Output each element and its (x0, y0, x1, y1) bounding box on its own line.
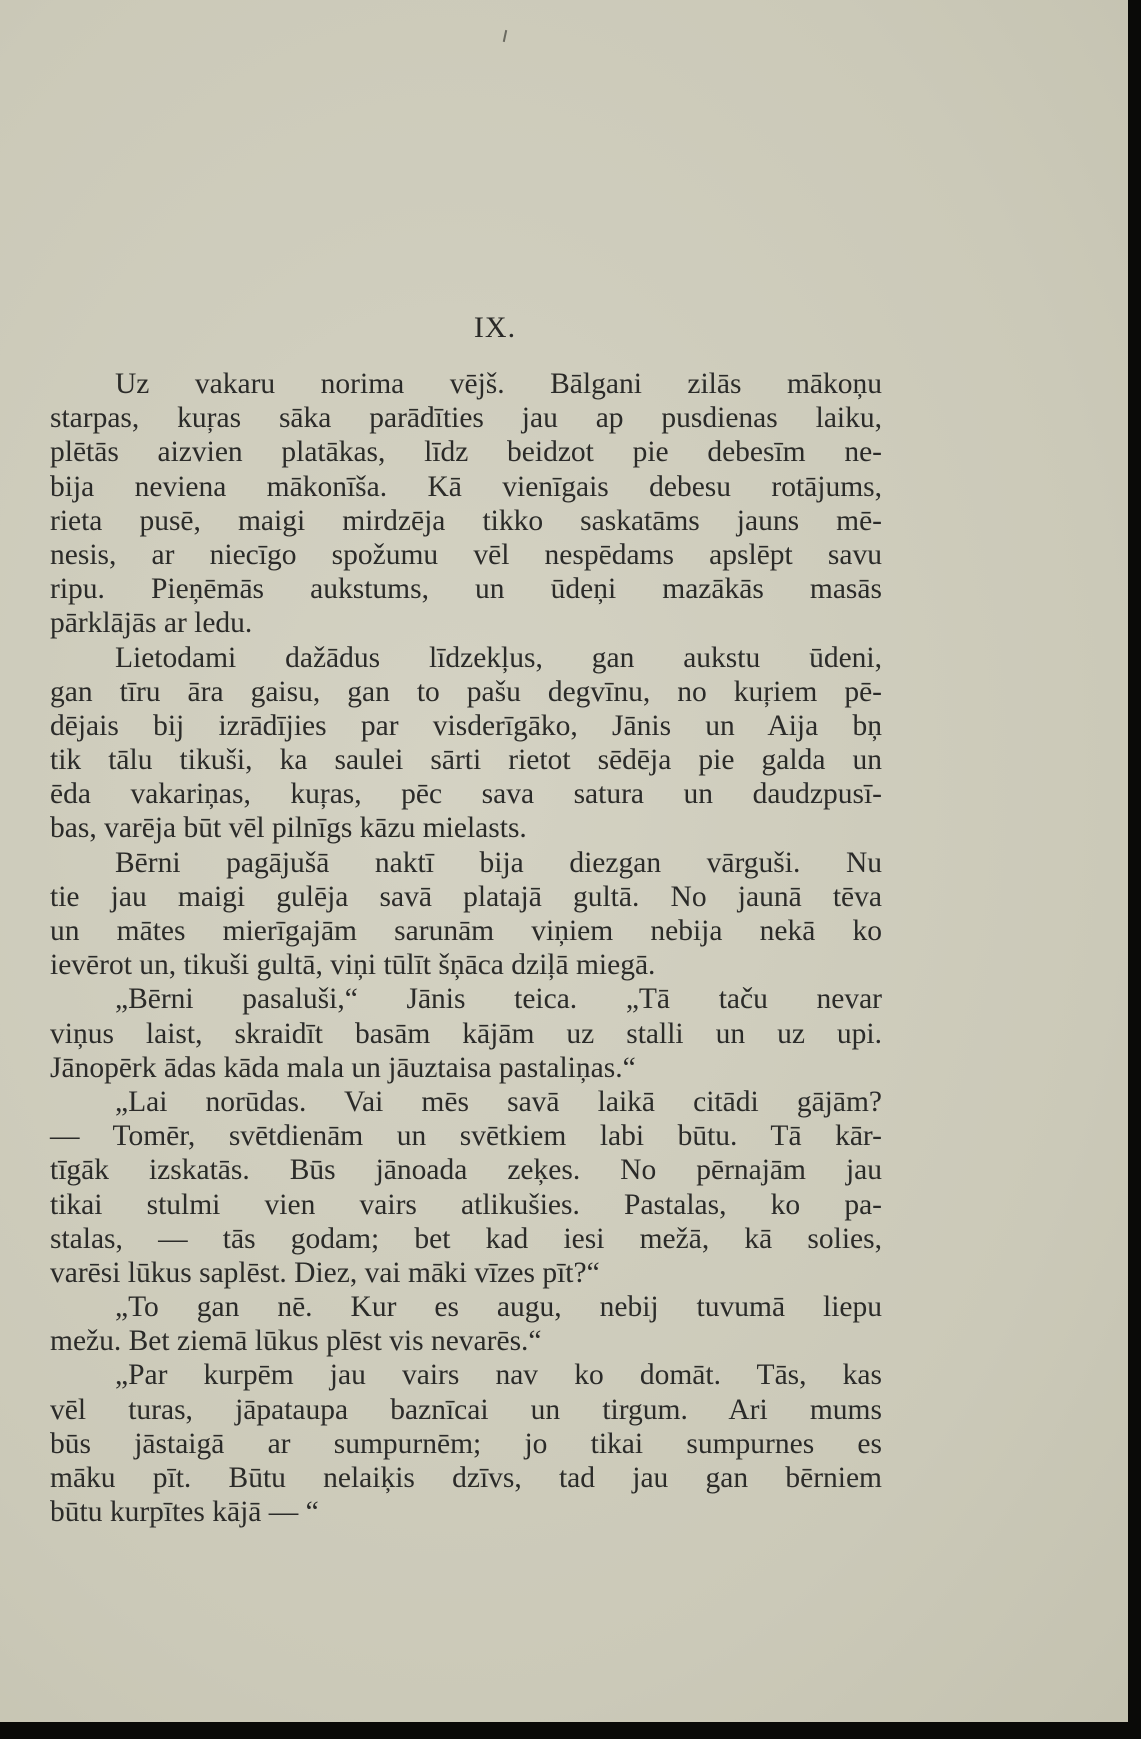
text-line: ievērot un, tikuši gultā, viņi tūlīt šņāca dziļā miegā. (50, 949, 656, 982)
text-line: Lietodami dažādus līdzekļus, gan aukstu ūdeni, (115, 641, 882, 674)
text-line: „To gan nē. Kur es augu, nebij tuvumā liepu (115, 1291, 882, 1324)
text-line: ripu. Pieņēmās aukstums, un ūdeņi mazākās masās (50, 573, 882, 606)
text-line: dējais bij izrādījies par visderīgāko, Jānis un Aija bņ (50, 709, 882, 742)
text-line: tīgāk izskatās. Būs jānoada zeķes. No pērnajām jau (50, 1154, 882, 1187)
text-line: plētās aizvien platākas, līdz beidzot pie debesīm ne- (50, 436, 882, 469)
text-line: Uz vakaru norima vējš. Bālgani zilās mākoņu (115, 368, 882, 400)
text-line: starpas, kuŗas sāka parādīties jau ap pusdienas laiku, (50, 402, 882, 435)
text-line: rieta pusē, maigi mirdzēja tikko saskatāms jauns mē- (50, 504, 882, 537)
text-line: bas, varēja būt vēl pilnīgs kāzu mielasts. (50, 812, 527, 845)
text-line: varēsi lūkus saplēst. Diez, vai māki vīzes pīt?“ (50, 1256, 600, 1289)
text-line: tikai stulmi vien vairs atlikušies. Pastalas, ko pa- (50, 1188, 882, 1221)
text-line: Bērni pagājušā naktī bija diezgan vārguši. Nu (115, 846, 882, 879)
scan-border-bottom (0, 1722, 1141, 1739)
text-line: būs jāstaigā ar sumpurnēm; jo tikai sumpurnes es (50, 1427, 882, 1460)
text-line: nesis, ar niecīgo spožumu vēl nespēdams apslēpt savu (50, 538, 882, 571)
text-line: pārklājās ar ledu. (50, 607, 253, 640)
text-line: māku pīt. Būtu nelaiķis dzīvs, tad jau gan bērniem (50, 1462, 882, 1494)
text-line: un mātes mierīgajām sarunām viņiem nebija nekā ko (50, 915, 882, 947)
ink-mark (503, 30, 507, 42)
text-line: „Lai norūdas. Vai mēs savā laikā citādi gājām? (115, 1085, 882, 1118)
text-line: viņus laist, skraidīt basām kājām uz stalli un uz upi. (50, 1017, 882, 1050)
text-line: tik tālu tikuši, ka saulei sārti rietot sēdēja pie galda un (50, 744, 882, 777)
text-line: bija neviena mākonīša. Kā vienīgais debesu rotājums, (50, 470, 882, 503)
text-line: gan tīru āra gaisu, gan to pašu degvīnu, no kuŗiem pē- (50, 675, 882, 708)
body-text (50, 367, 882, 1529)
text-line: būtu kurpītes kājā — “ (50, 1496, 319, 1529)
text-line: ēda vakariņas, kuŗas, pēc sava satura un daudzpusī- (50, 778, 882, 811)
text-line: — Tomēr, svētdienām un svētkiem labi būtu. Tā kār- (50, 1120, 882, 1153)
scan-border-right (1128, 0, 1141, 1739)
text-line: „Par kurpēm jau vairs nav ko domāt. Tās, kas (115, 1359, 882, 1392)
text-line: „Bērni pasaluši,“ Jānis teica. „Tā taču nevar (115, 983, 882, 1016)
chapter-heading: IX. (473, 311, 517, 344)
text-line: Jānopērk ādas kāda mala un jāuztaisa pastaliņas.“ (50, 1051, 636, 1084)
text-line: stalas, — tās godam; bet kad iesi mežā, kā solies, (50, 1222, 882, 1255)
text-line: vēl turas, jāpataupa baznīcai un tirgum. Ari mums (50, 1393, 882, 1426)
text-line: tie jau maigi gulēja savā platajā gultā. No jaunā tēva (50, 880, 882, 913)
text-line: mežu. Bet ziemā lūkus plēst vis nevarēs.“ (50, 1325, 542, 1358)
